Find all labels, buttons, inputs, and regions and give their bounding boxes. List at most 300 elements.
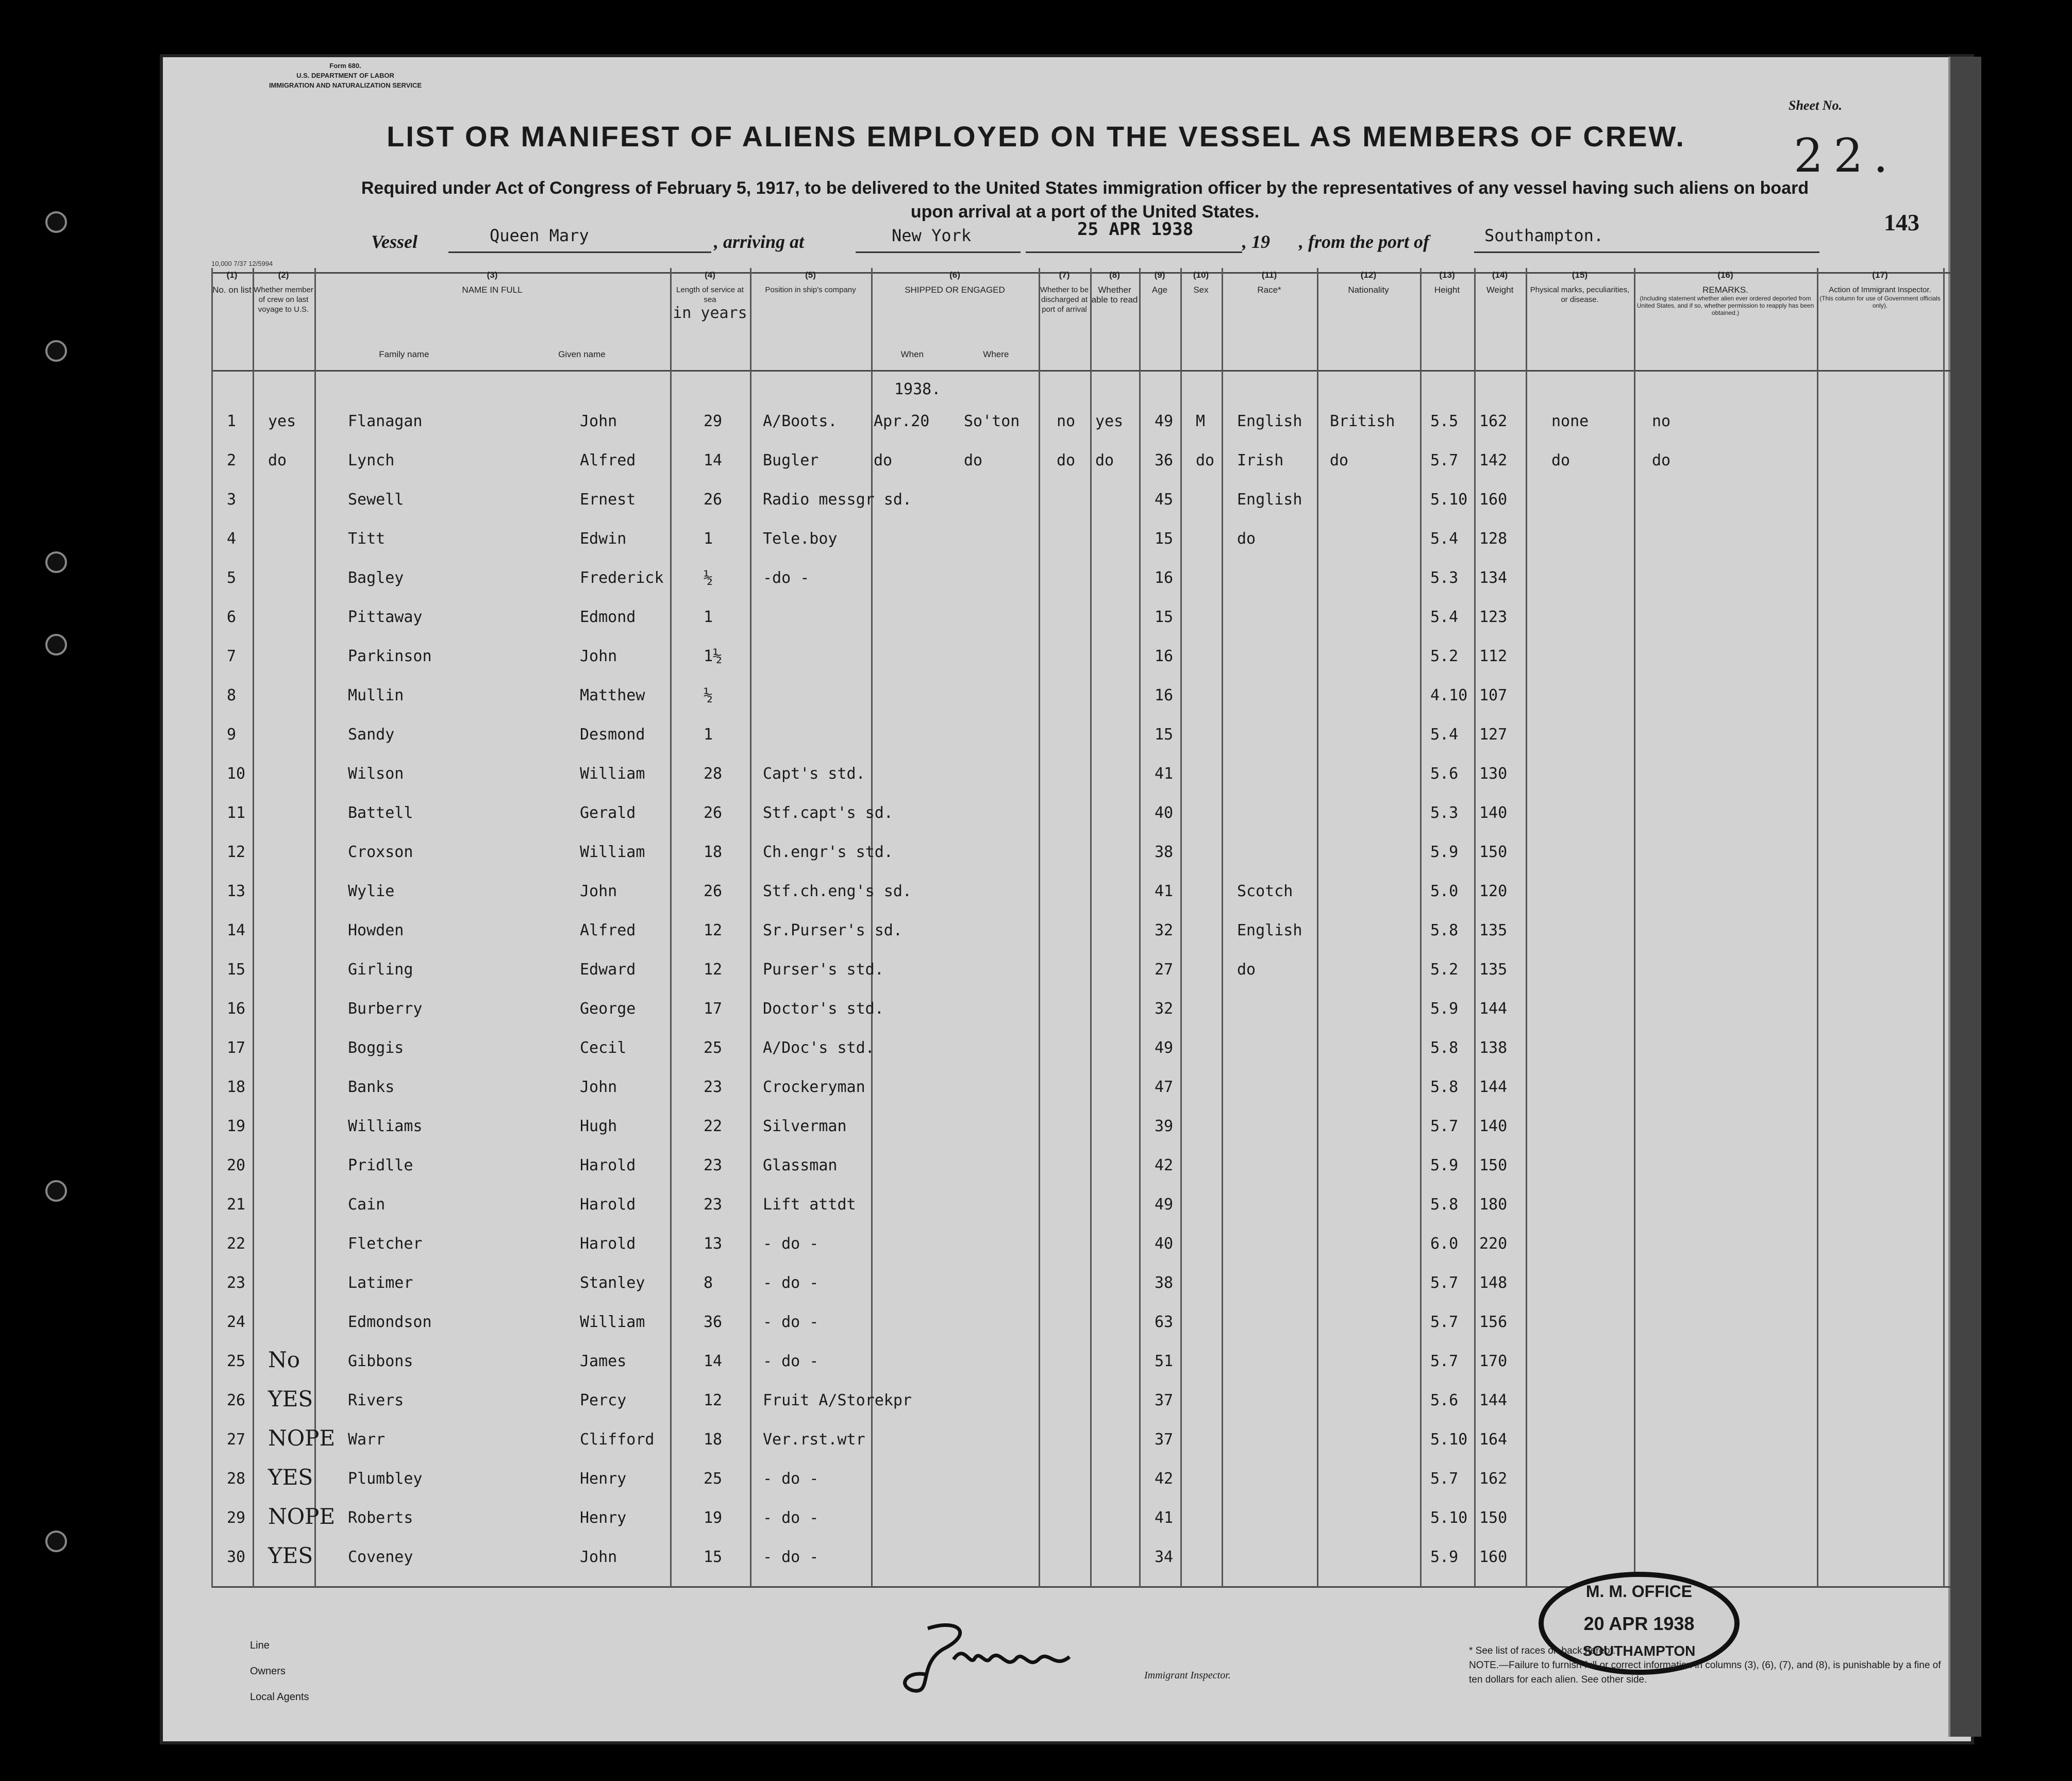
column-header [1222,268,1317,366]
column-number: (16) [1717,270,1733,280]
column-sublabel: Family name [379,349,429,359]
document-title: LIST OR MANIFEST OF ALIENS EMPLOYED ON THE VESSEL AS MEMBERS OF CREW. [387,120,1685,153]
family-name: Bagley [348,569,404,587]
column-number: (11) [1261,270,1277,280]
height: 5.10 [1430,1509,1468,1527]
service-years: 23 [704,1196,723,1214]
column-extra: (This column for use of Government officials only). [1819,295,1941,309]
list-number: 5 [227,569,237,587]
family-name: Sandy [348,726,395,744]
given-name: Harold [580,1156,636,1174]
column-label: Race* [1257,285,1281,295]
column-label: Action of Immigrant Inspector. [1829,285,1931,294]
weight: 162 [1479,412,1508,430]
position: Ver.rst.wtr [763,1431,865,1449]
weight: 140 [1479,1117,1508,1135]
remarks: do [1652,451,1671,469]
height: 5.9 [1430,1000,1459,1018]
family-name: Girling [348,961,413,979]
service-years: 28 [704,765,723,783]
height: 5.5 [1430,412,1459,430]
family-name: Latimer [348,1274,413,1292]
list-number: 10 [227,765,246,783]
service-years: 18 [704,843,723,861]
family-name: Battell [348,804,413,822]
service-years: 23 [704,1156,723,1174]
service-years: 29 [704,412,723,430]
age: 41 [1155,1509,1174,1527]
stamp-place: SOUTHAMPTON [1582,1643,1696,1659]
age: 45 [1155,491,1174,509]
penalty-note [1469,1644,1953,1687]
physical-marks: none [1551,412,1589,430]
age: 38 [1155,843,1174,861]
height: 5.2 [1430,961,1459,979]
family-name: Wilson [348,765,404,783]
column-header [1039,268,1090,366]
weight: 144 [1479,1000,1508,1018]
column-number: (4) [705,270,715,280]
list-number: 22 [227,1235,246,1253]
given-name: John [580,1078,617,1096]
binder-hole [45,340,67,362]
weight: 138 [1479,1039,1508,1057]
family-name: Howden [348,921,404,939]
height: 5.7 [1430,1117,1459,1135]
race: do [1237,530,1256,548]
weight: 170 [1479,1352,1508,1370]
department-name: U.S. DEPARTMENT OF LABOR [296,72,394,79]
vessel-name: Queen Mary [490,226,589,245]
given-name: John [580,882,617,900]
shipped-year: 1938. [894,380,941,398]
age: 42 [1155,1470,1174,1488]
age: 34 [1155,1548,1174,1566]
page-number: 143 [1884,209,1919,236]
service-years: 22 [704,1117,723,1135]
family-name: Roberts [348,1509,413,1527]
age: 16 [1155,569,1174,587]
prev-voyage: YES [268,1543,313,1568]
height: 5.8 [1430,1196,1459,1214]
column-label: Length of service at sea [676,285,744,304]
family-name: Wylie [348,882,395,900]
given-name: Clifford [580,1431,655,1449]
column-header [211,268,253,366]
position: - do - [763,1235,819,1253]
list-number: 15 [227,961,246,979]
column-label: No. on list [212,285,252,295]
arriving-port: New York [892,226,972,245]
position: Sr.Purser's sd. [763,921,903,939]
list-number: 12 [227,843,246,861]
column-header [750,268,871,366]
height: 5.7 [1430,451,1459,469]
prev-voyage: NOPE [268,1504,336,1529]
column-label: Sex [1193,285,1209,295]
height: 5.10 [1430,1431,1468,1449]
list-number: 11 [227,804,246,822]
given-name: Harold [580,1196,636,1214]
weight: 164 [1479,1431,1508,1449]
height: 5.7 [1430,1352,1459,1370]
age: 37 [1155,1431,1174,1449]
local-agents-label: Local Agents [250,1691,309,1703]
height: 5.6 [1430,1391,1459,1409]
column-label: Physical marks, peculiarities, or disease. [1530,285,1630,304]
column-number: (12) [1360,270,1377,280]
service-years: 13 [704,1235,723,1253]
weight: 127 [1479,726,1508,744]
family-name: Coveney [348,1548,413,1566]
vessel-label: Vessel [371,231,417,252]
age: 27 [1155,961,1174,979]
position: A/Boots. [763,412,838,430]
service-years: 1 [704,726,713,744]
weight: 150 [1479,1156,1508,1174]
height: 5.7 [1430,1274,1459,1292]
given-name: Stanley [580,1274,645,1292]
service-years: 15 [704,1548,723,1566]
column-header [314,268,670,366]
service-years: 1 [704,608,713,626]
height: 5.6 [1430,765,1459,783]
weight: 135 [1479,961,1508,979]
given-name: Henry [580,1509,627,1527]
given-name: George [580,1000,636,1018]
service-years: 26 [704,882,723,900]
weight: 134 [1479,569,1508,587]
height: 5.2 [1430,647,1459,665]
family-name: Rivers [348,1391,404,1409]
weight: 120 [1479,882,1508,900]
weight: 123 [1479,608,1508,626]
column-header [1090,268,1139,366]
fine-note: NOTE.—Failure to furnish full or correct information in columns (3), (6), (7), and (8), is punishable by a fine of ten dollars for each alien. See other side. [1469,1660,1941,1685]
sheet-number-label: Sheet No. [1789,98,1842,113]
column-label: Age [1151,285,1168,295]
family-name: Pittaway [348,608,423,626]
weight: 144 [1479,1391,1508,1409]
underlying-sheet-edge [1948,57,1981,1737]
column-label: Position in ship's company [765,285,856,294]
column-sublabel: When [900,349,924,359]
age: 16 [1155,647,1174,665]
column-extra: in years [673,304,747,322]
family-name: Cain [348,1196,386,1214]
position: Doctor's std. [763,1000,884,1018]
binder-hole [45,551,67,573]
age: 41 [1155,882,1174,900]
column-number: (10) [1193,270,1209,280]
races-note: * See list of races on back hereof. [1469,1645,1616,1656]
race: Irish [1237,451,1284,469]
family-name: Boggis [348,1039,404,1057]
family-name: Plumbley [348,1470,423,1488]
height: 5.7 [1430,1470,1459,1488]
age: 40 [1155,804,1174,822]
weight: 220 [1479,1235,1508,1253]
prev-voyage: YES [268,1465,313,1490]
given-name: Henry [580,1470,627,1488]
column-header [253,268,314,366]
position: Crockeryman [763,1078,865,1096]
family-name: Flanagan [348,412,423,430]
given-name: William [580,765,645,783]
service-years: 12 [704,921,723,939]
stamp-date: 20 APR 1938 [1583,1613,1695,1634]
family-name: Sewell [348,491,404,509]
list-number: 23 [227,1274,246,1292]
column-number: (9) [1154,270,1165,280]
weight: 142 [1479,451,1508,469]
list-number: 17 [227,1039,246,1057]
race: English [1237,412,1302,430]
weight: 180 [1479,1196,1508,1214]
given-name: Edward [580,961,636,979]
column-label: Whether to be discharged at port of arrival [1040,285,1089,314]
given-name: William [580,1313,645,1331]
age: 39 [1155,1117,1174,1135]
sex: do [1196,451,1215,469]
list-number: 8 [227,686,237,704]
from-port: Southampton. [1484,226,1604,245]
shipped-where: do [964,451,983,469]
column-header [1474,268,1526,366]
position: - do - [763,1313,819,1331]
able-to-read: do [1095,451,1114,469]
nationality: British [1330,412,1395,430]
given-name: Ernest [580,491,636,509]
physical-marks: do [1551,451,1570,469]
list-number: 25 [227,1352,246,1370]
owners-label: Owners [250,1666,286,1677]
given-name: Harold [580,1235,636,1253]
service-years: 1 [704,530,713,548]
able-to-read: yes [1095,412,1124,430]
service-years: 12 [704,961,723,979]
height: 5.9 [1430,1156,1459,1174]
age: 49 [1155,1039,1174,1057]
column-number: (5) [805,270,816,280]
given-name: Alfred [580,451,636,469]
service-years: 14 [704,1352,723,1370]
column-number: (2) [278,270,289,280]
age: 15 [1155,726,1174,744]
height: 5.9 [1430,843,1459,861]
binder-hole [45,1180,67,1202]
inspector-signature [897,1618,1134,1701]
column-header [1139,268,1180,366]
document-subtitle: Required under Act of Congress of February 5, 1917, to be delivered to the United States immigration officer by the representatives of any vessel having such aliens on board upon arrival at a port of the United States. [361,178,1809,222]
given-name: Hugh [580,1117,617,1135]
list-number: 21 [227,1196,246,1214]
column-number: (17) [1872,270,1888,280]
from-port-label: , from the port of [1299,231,1430,252]
position: Radio messgr sd. [763,491,912,509]
age: 49 [1155,1196,1174,1214]
given-name: Alfred [580,921,636,939]
list-number: 6 [227,608,237,626]
family-name: Parkinson [348,647,432,665]
family-name: Williams [348,1117,423,1135]
prev-voyage: YES [268,1386,313,1412]
list-number: 4 [227,530,237,548]
prev-voyage: No [268,1347,300,1372]
list-number: 24 [227,1313,246,1331]
discharged: do [1057,451,1076,469]
age: 63 [1155,1313,1174,1331]
family-name: Fletcher [348,1235,423,1253]
service-years: 25 [704,1470,723,1488]
discharged: no [1057,412,1076,430]
given-name: Edmond [580,608,636,626]
service-name: IMMIGRATION AND NATURALIZATION SERVICE [269,81,422,89]
list-number: 29 [227,1509,246,1527]
given-name: Desmond [580,726,645,744]
column-header [670,268,750,366]
family-name: Pridlle [348,1156,413,1174]
height: 5.4 [1430,530,1459,548]
column-number: (1) [226,270,238,280]
column-header [1817,268,1943,366]
weight: 150 [1479,843,1508,861]
binder-hole [45,1531,67,1552]
service-years: 25 [704,1039,723,1057]
position: Fruit A/Storekpr [763,1391,912,1409]
given-name: William [580,843,645,861]
given-name: John [580,412,617,430]
service-years: 8 [704,1274,713,1292]
arrival-date: 25 APR 1938 [1077,219,1194,240]
race: English [1237,491,1302,509]
position: Stf.capt's sd. [763,804,893,822]
service-years: ½ [704,686,713,704]
list-number: 9 [227,726,237,744]
sheet-number: 22. [1794,129,1899,183]
list-number: 14 [227,921,246,939]
weight: 160 [1479,491,1508,509]
height: 5.8 [1430,1078,1459,1096]
column-label: Height [1434,285,1460,295]
column-header [1420,268,1474,366]
age: 51 [1155,1352,1174,1370]
family-name: Titt [348,530,386,548]
position: Bugler [763,451,819,469]
weight: 150 [1479,1509,1508,1527]
column-label: Whether member of crew on last voyage to U.S. [254,285,313,314]
column-label: REMARKS. [1702,285,1748,295]
service-years: 23 [704,1078,723,1096]
list-number: 1 [227,412,237,430]
position: Ch.engr's std. [763,843,893,861]
age: 40 [1155,1235,1174,1253]
column-number: (3) [487,270,498,280]
age: 32 [1155,1000,1174,1018]
form-header-block [237,61,454,90]
family-name: Lynch [348,451,395,469]
age: 37 [1155,1391,1174,1409]
column-number: (7) [1059,270,1070,280]
given-name: John [580,1548,617,1566]
column-label: SHIPPED OR ENGAGED [905,285,1005,295]
service-years: 26 [704,804,723,822]
position: - do - [763,1509,819,1527]
given-name: Edwin [580,530,627,548]
column-label: Weight [1486,285,1514,295]
column-number: (14) [1492,270,1508,280]
service-years: 14 [704,451,723,469]
given-name: John [580,647,617,665]
age: 38 [1155,1274,1174,1292]
prev-voyage: do [268,451,287,469]
weight: 156 [1479,1313,1508,1331]
column-header [1317,268,1420,366]
position: Capt's std. [763,765,865,783]
age: 49 [1155,412,1174,430]
height: 5.4 [1430,608,1459,626]
age: 15 [1155,530,1174,548]
prev-voyage: NOPE [268,1425,336,1451]
position: - do - [763,1274,819,1292]
given-name: Frederick [580,569,664,587]
list-number: 20 [227,1156,246,1174]
family-name: Banks [348,1078,395,1096]
height: 5.7 [1430,1313,1459,1331]
position: - do - [763,1470,819,1488]
immigrant-inspector-label: Immigrant Inspector. [1144,1670,1231,1681]
position: -do - [763,569,810,587]
position: Silverman [763,1117,847,1135]
weight: 135 [1479,921,1508,939]
service-years: 12 [704,1391,723,1409]
line-label: Line [250,1640,270,1651]
age: 41 [1155,765,1174,783]
given-name: Matthew [580,686,645,704]
weight: 144 [1479,1078,1508,1096]
position: Lift attdt [763,1196,856,1214]
position: Tele.boy [763,530,838,548]
family-name: Warr [348,1431,386,1449]
height: 5.10 [1430,491,1468,509]
weight: 160 [1479,1548,1508,1566]
weight: 162 [1479,1470,1508,1488]
height: 5.8 [1430,921,1459,939]
height: 5.3 [1430,804,1459,822]
column-label: Nationality [1348,285,1389,295]
weight: 128 [1479,530,1508,548]
position: A/Doc's std. [763,1039,875,1057]
column-label: Whether able to read [1091,285,1138,305]
weight: 130 [1479,765,1508,783]
print-code: 10,000 7/37 12/5994 [211,260,273,267]
position: Stf.ch.eng's sd. [763,882,912,900]
position: Purser's std. [763,961,884,979]
given-name: Percy [580,1391,627,1409]
arriving-label: , arriving at [714,231,805,252]
list-number: 13 [227,882,246,900]
form-number: Form 680. [329,62,361,70]
list-number: 26 [227,1391,246,1409]
height: 5.0 [1430,882,1459,900]
family-name: Gibbons [348,1352,413,1370]
column-number: (8) [1109,270,1120,280]
column-number: (6) [949,270,960,280]
prev-voyage: yes [268,412,296,430]
column-sublabel: Where [983,349,1009,359]
column-number: (13) [1439,270,1455,280]
column-label: NAME IN FULL [462,285,523,295]
